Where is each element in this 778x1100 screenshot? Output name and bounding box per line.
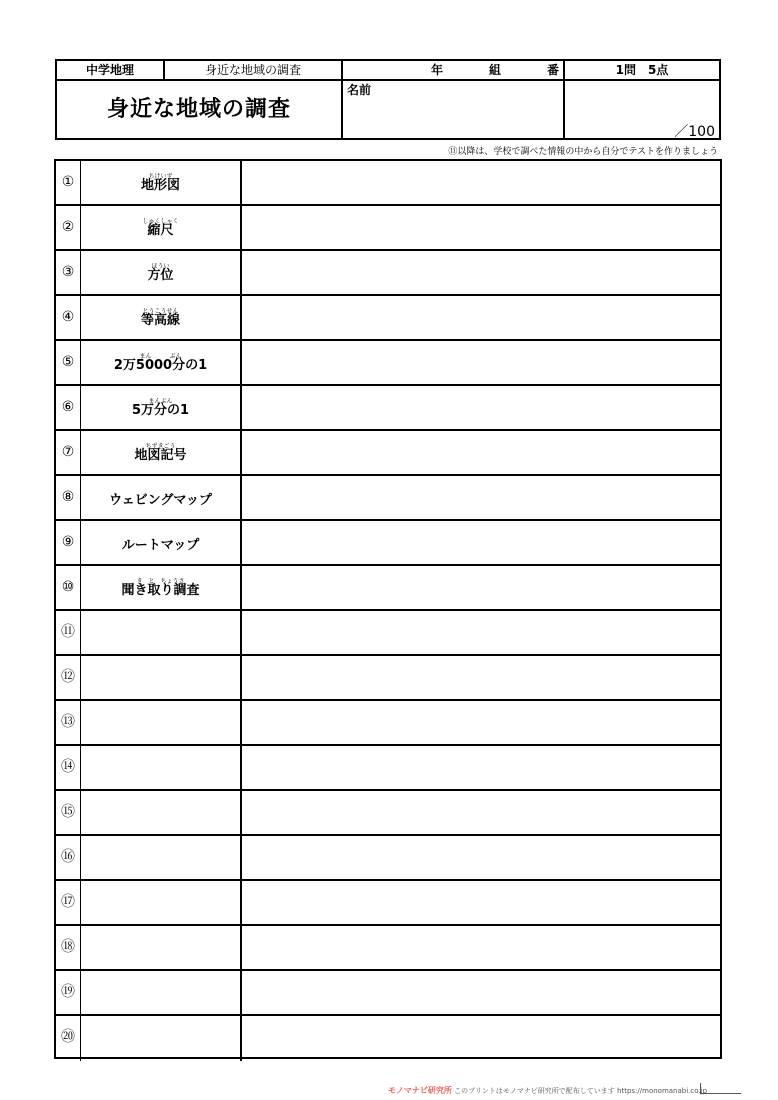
question-number: ⑦	[61, 444, 75, 460]
term-furigana: まん ぶん	[139, 353, 182, 360]
question-term	[80, 746, 242, 789]
question-row	[56, 431, 720, 476]
year-label: 年	[431, 63, 444, 77]
question-row	[56, 611, 720, 656]
answer-field[interactable]	[242, 521, 720, 564]
question-row	[56, 296, 720, 341]
answer-field[interactable]	[242, 611, 720, 654]
term-label: 縮尺	[147, 223, 174, 238]
answer-field[interactable]	[242, 1016, 720, 1061]
question-number: ③	[61, 264, 75, 280]
question-term	[80, 521, 242, 564]
question-number: ②	[61, 219, 75, 235]
question-row	[56, 701, 720, 746]
answer-field[interactable]	[242, 656, 720, 699]
term-furigana: ちけいず	[148, 173, 173, 180]
term-label: 地図記号	[134, 448, 187, 463]
question-number: ⑫	[61, 669, 75, 685]
question-term	[80, 1016, 242, 1061]
question-row	[56, 476, 720, 521]
question-row	[56, 206, 720, 251]
question-term	[80, 431, 242, 474]
answer-field[interactable]	[242, 386, 720, 429]
question-term	[80, 881, 242, 924]
term-label: ルートマップ	[121, 538, 200, 553]
term-label: ウェビングマップ	[109, 493, 212, 508]
question-number: ⑯	[61, 849, 75, 865]
name-field-label: 名前	[347, 83, 372, 97]
question-term	[80, 611, 242, 654]
question-number: ⑤	[61, 354, 75, 370]
page-title: 身近な地域の調査	[106, 97, 291, 122]
total-score: ／100	[674, 124, 715, 140]
answer-field[interactable]	[242, 476, 720, 519]
term-furigana: ほうい	[151, 263, 170, 270]
question-term	[80, 566, 242, 609]
question-term	[80, 386, 242, 429]
answer-field[interactable]	[242, 701, 720, 744]
answer-field[interactable]	[242, 296, 720, 339]
class-label: 組	[489, 63, 502, 77]
question-term	[80, 971, 242, 1014]
answer-field[interactable]	[242, 251, 720, 294]
question-row	[56, 566, 720, 611]
points-per-question: 1問 5点	[615, 63, 669, 77]
term-furigana: き と ちょうさ	[136, 578, 185, 585]
term-furigana: まんぶん	[148, 398, 173, 405]
answer-field[interactable]	[242, 926, 720, 969]
question-term	[80, 836, 242, 879]
question-number: ⑬	[61, 714, 75, 730]
question-number: ①	[61, 174, 75, 190]
answer-field[interactable]	[242, 791, 720, 834]
term-furigana: とうこうせん	[142, 308, 179, 315]
answer-field[interactable]	[242, 836, 720, 879]
question-term	[80, 791, 242, 834]
term-label: 聞き取り調査	[121, 583, 200, 598]
term-label: 5万分の1	[131, 403, 190, 418]
question-term	[80, 926, 242, 969]
question-row	[56, 836, 720, 881]
question-term	[80, 341, 242, 384]
question-row	[56, 251, 720, 296]
question-term	[80, 296, 242, 339]
instruction-note: ⑪以降は、学校で調べた情報の中から自分でテストを作りましょう	[448, 147, 718, 157]
answer-field[interactable]	[242, 206, 720, 249]
question-term	[80, 161, 242, 204]
answer-field[interactable]	[242, 431, 720, 474]
question-term	[80, 701, 242, 744]
question-term	[80, 476, 242, 519]
question-row	[56, 791, 720, 836]
question-row	[56, 881, 720, 926]
question-row	[56, 746, 720, 791]
answer-field[interactable]	[242, 161, 720, 204]
term-furigana: ちずきごう	[145, 443, 176, 450]
question-row	[56, 161, 720, 206]
number-label: 番	[547, 63, 560, 77]
term-furigana: しゅくしゃく	[142, 218, 179, 225]
question-number: ⑱	[61, 939, 75, 955]
question-row	[56, 341, 720, 386]
question-number: ⑩	[61, 579, 75, 595]
question-number: ⑪	[61, 624, 75, 640]
term-label: 2万5000分の1	[113, 358, 208, 373]
question-term	[80, 251, 242, 294]
worksheet-header	[55, 59, 721, 140]
question-number: ⑨	[61, 534, 75, 550]
question-number: ⑰	[61, 894, 75, 910]
question-row	[56, 926, 720, 971]
term-label: 等高線	[140, 313, 180, 328]
question-number: ⑮	[61, 804, 75, 820]
footer-line	[700, 1083, 741, 1094]
answer-field[interactable]	[242, 971, 720, 1014]
footer	[388, 1085, 707, 1096]
answer-field[interactable]	[242, 746, 720, 789]
term-label: 方位	[147, 268, 174, 283]
question-table	[54, 159, 722, 1059]
answer-field[interactable]	[242, 566, 720, 609]
question-number: ⑥	[61, 399, 75, 415]
question-number: ⑳	[61, 1029, 75, 1045]
question-number: ⑭	[61, 759, 75, 775]
question-term	[80, 656, 242, 699]
answer-field[interactable]	[242, 881, 720, 924]
class-number-row	[343, 61, 563, 79]
term-label: 地形図	[140, 178, 180, 193]
question-row	[56, 386, 720, 431]
question-number: ⑧	[61, 489, 75, 505]
question-row	[56, 1016, 720, 1061]
question-number: ④	[61, 309, 75, 325]
footer-text: このプリントはモノマナビ研究所で配布しています https://monomanabi.co.jp	[454, 1087, 708, 1095]
answer-field[interactable]	[242, 341, 720, 384]
footer-brand: モノマナビ研究所	[388, 1086, 452, 1095]
question-number: ⑲	[61, 984, 75, 1000]
question-row	[56, 656, 720, 701]
question-row	[56, 971, 720, 1016]
question-row	[56, 521, 720, 566]
topic-label: 身近な地域の調査	[204, 63, 301, 77]
question-term	[80, 206, 242, 249]
subject-label: 中学地理	[85, 63, 134, 77]
